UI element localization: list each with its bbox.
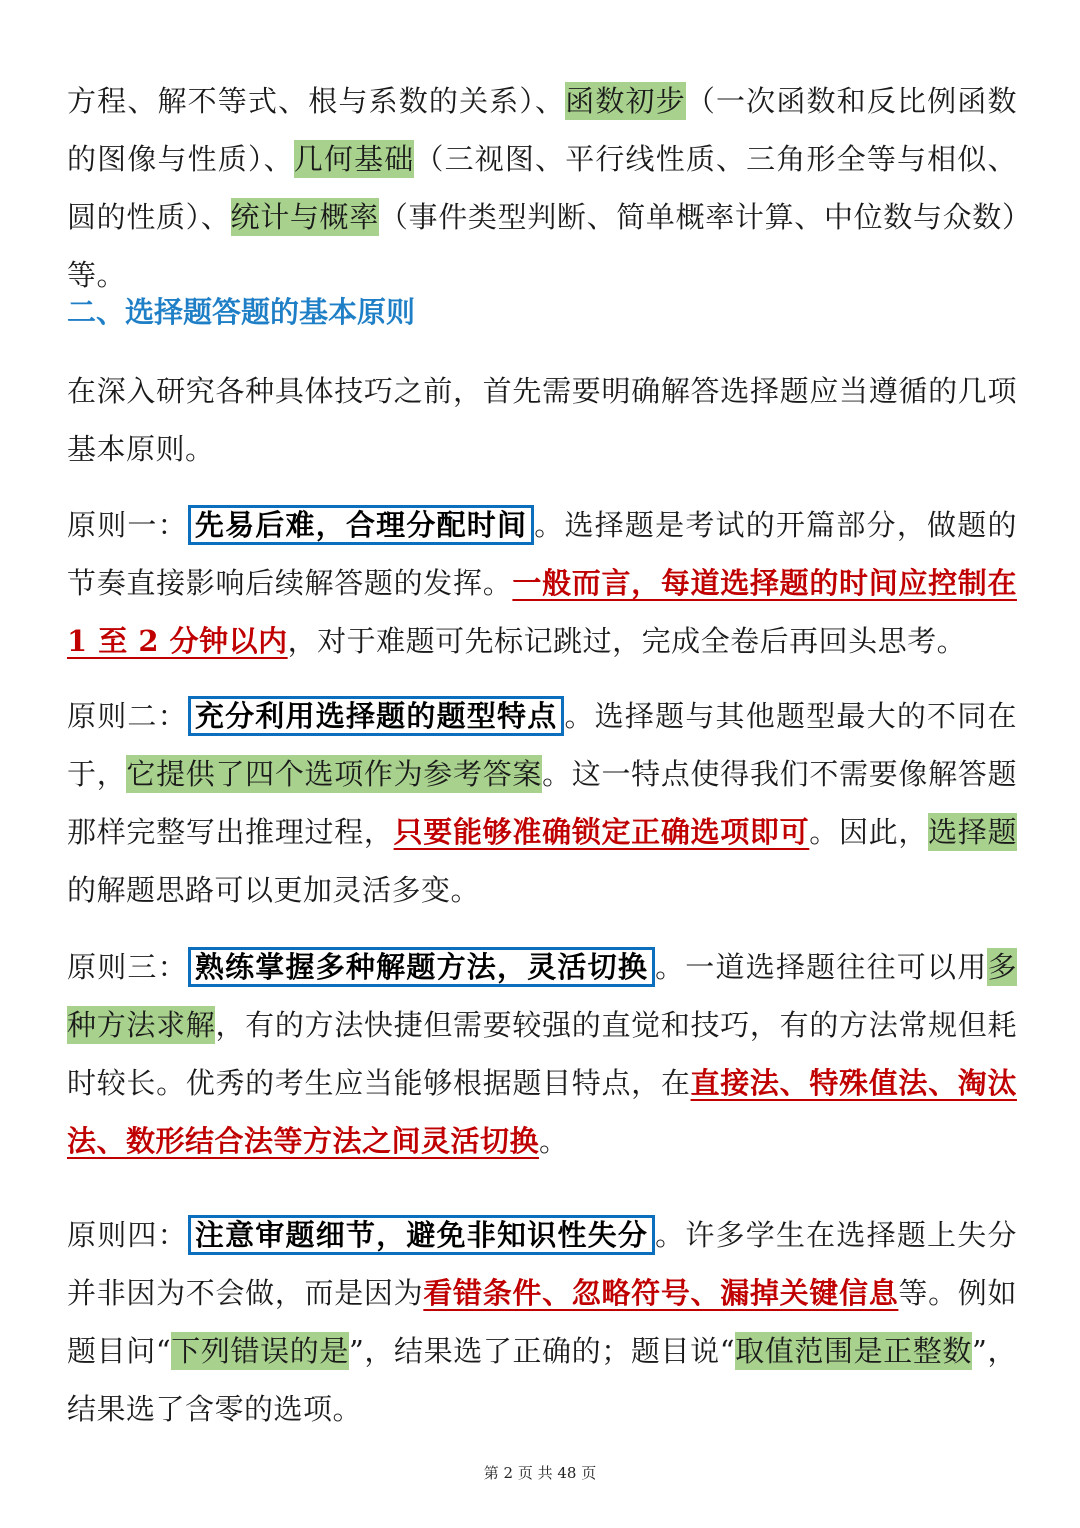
principle-label: 原则三： xyxy=(67,950,188,984)
text-segment: ，有的方法快捷但需要较强的直觉和技巧，有的方法常规但耗时较长。优秀的考生应当能够根据题目特点，在 xyxy=(67,1008,1017,1100)
principle-label: 原则一： xyxy=(67,508,188,542)
highlight-wrong-option: 下列错误的是 xyxy=(171,1334,349,1368)
highlight-statistics-probability: 统计与概率 xyxy=(230,200,379,234)
principle-4-title-box: 注意审题细节，避免非知识性失分 xyxy=(188,1215,655,1255)
principle-label: 原则四： xyxy=(67,1218,188,1252)
text-segment: 。这一特点使得我们不需要像解答题那样完整写出推理过程， xyxy=(67,757,1017,849)
principle-2-title-box: 充分利用选择题的题型特点 xyxy=(188,696,565,736)
text-segment: ，对于难题可先标记跳过，完成全卷后再回头思考。 xyxy=(287,624,967,658)
text-segment: 方程、解不等式、根与系数的关系）、 xyxy=(67,84,566,118)
text-segment: 。一道选择题往往可以用 xyxy=(655,950,988,984)
highlight-positive-integer: 取值范围是正整数 xyxy=(735,1334,973,1368)
text-segment: 。因此， xyxy=(809,815,929,849)
text-segment: 等。例如题目问“ xyxy=(67,1276,1017,1368)
paragraph-principle-2 xyxy=(67,687,1017,919)
text-segment: 。选择题是考试的开篇部分，做题的节奏直接影响后续解答题的发挥。 xyxy=(67,508,1017,600)
text-segment: （三视图、平行线性质、三角形全等与相似、圆的性质）、 xyxy=(67,142,1017,234)
text-segment: 的解题思路可以更加灵活多变。 xyxy=(67,873,481,907)
section-heading: 二、选择题答题的基本原则 xyxy=(67,295,416,329)
red-emphasis: 一般而言，每道选择题的时间应控制在 1 至 2 分钟以内 xyxy=(67,566,1017,658)
paragraph-principle-4 xyxy=(67,1206,1017,1438)
text-segment: 。 xyxy=(539,1124,569,1158)
total-pages: 48 xyxy=(557,1464,577,1482)
principle-3-title-box: 熟练掌握多种解题方法，灵活切换 xyxy=(188,947,655,987)
red-emphasis: 只要能够准确锁定正确选项即可 xyxy=(393,815,810,849)
footer-prefix: 第 xyxy=(483,1464,499,1482)
paragraph-topics xyxy=(67,72,1017,304)
principle-1-title-box: 先易后难，合理分配时间 xyxy=(188,505,534,545)
red-emphasis: 看错条件、忽略符号、漏掉关键信息 xyxy=(423,1276,899,1310)
highlight-choice-question: 选择题 xyxy=(928,815,1017,849)
text-segment: ”，结果选了含零的选项。 xyxy=(67,1334,1017,1426)
paragraph-principle-3 xyxy=(67,938,1017,1170)
page-footer xyxy=(0,1462,1080,1483)
text-segment: ”，结果选了正确的；题目说“ xyxy=(348,1334,736,1368)
text-segment: 。选择题与其他题型最大的不同在于， xyxy=(67,699,1017,791)
text-segment: 。许多学生在选择题上失分并非因为不会做，而是因为 xyxy=(67,1218,1017,1310)
paragraph-principle-1 xyxy=(67,496,1017,670)
red-emphasis: 直接法、特殊值法、淘汰法、数形结合法等方法之间灵活切换 xyxy=(67,1066,1017,1158)
text-segment: （一次函数和反比例函数的图像与性质）、 xyxy=(67,84,1017,176)
highlight-four-options: 它提供了四个选项作为参考答案 xyxy=(126,757,543,791)
footer-suffix: 页 xyxy=(581,1464,597,1482)
highlight-multiple-methods: 多种方法求解 xyxy=(67,950,1017,1042)
paragraph-intro: 在深入研究各种具体技巧之前，首先需要明确解答选择题应当遵循的几项基本原则。 xyxy=(67,374,1017,466)
highlight-function-basics: 函数初步 xyxy=(565,84,686,118)
page-number: 2 xyxy=(503,1464,514,1482)
text-segment: （事件类型判断、简单概率计算、中位数与众数）等。 xyxy=(67,200,1017,292)
footer-mid: 页 共 xyxy=(517,1464,553,1482)
highlight-geometry-basics: 几何基础 xyxy=(293,142,415,176)
principle-label: 原则二： xyxy=(67,699,188,733)
